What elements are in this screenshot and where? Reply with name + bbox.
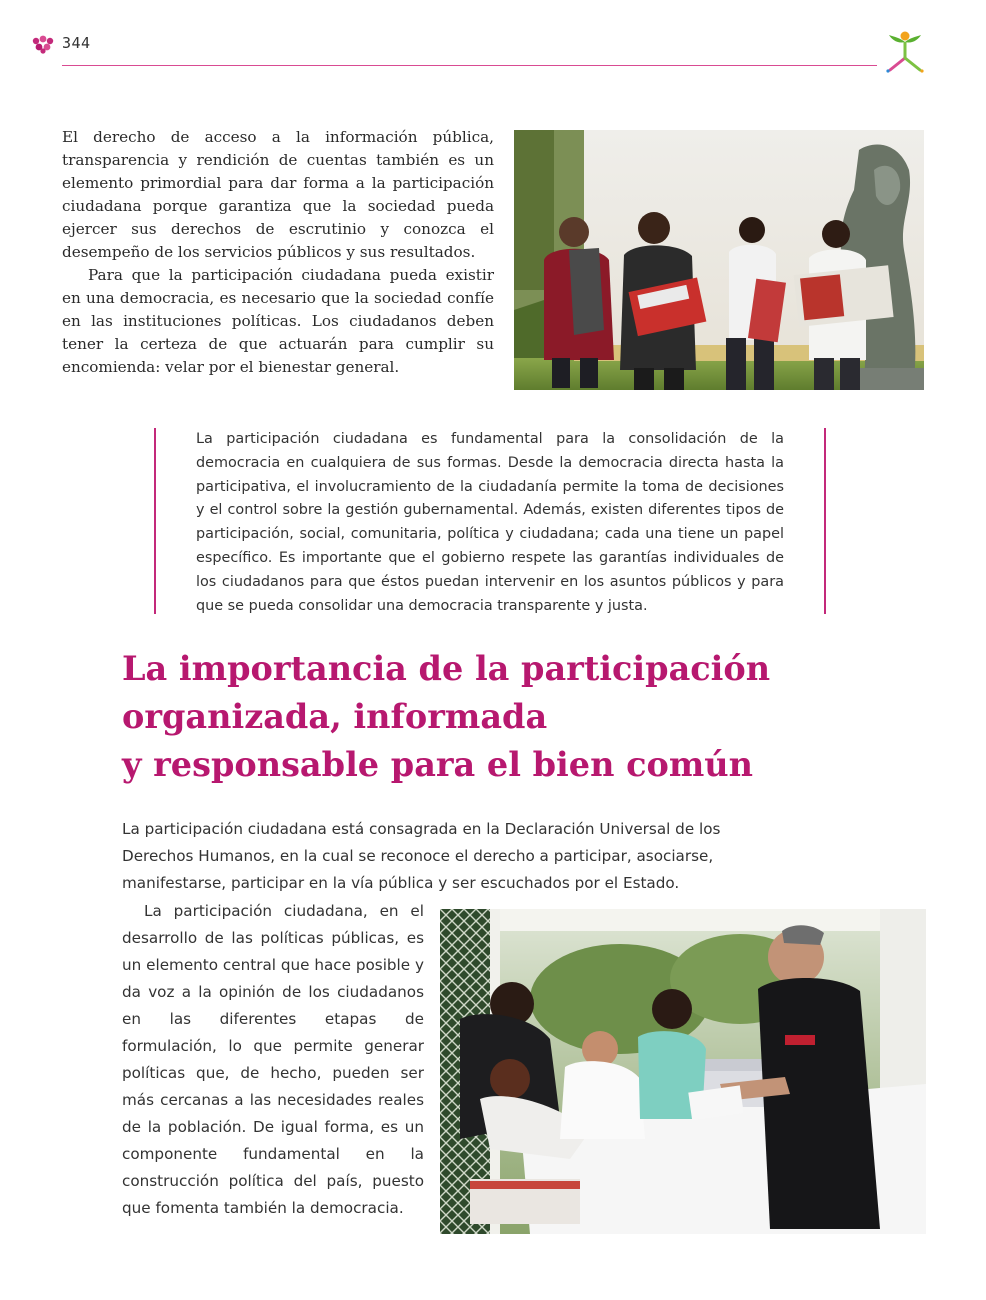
summary-box bbox=[154, 428, 826, 614]
figure-leaf-logo-icon bbox=[884, 30, 926, 74]
summary-bar-left bbox=[154, 428, 156, 614]
body-paragraph: La participación ciudadana, en el desarrollo de las políticas públicas, es un elemento central que hace posible y da voz a la opinión de los ciudadanos en las diferentes etapas de formulación, lo que permite generar políticas que, de hecho, pueden ser más cercanas a las necesidades reales de la población. De igual forma, es un componente fundamental en la construcción política del país, puesto que fomenta también la democracia. bbox=[122, 902, 424, 1217]
body-paragraph: La participación ciudadana está consagrada en la Declaración Universal de los Derechos Humanos, en la cual se reconoce el derecho a participar, asociarse, manifestarse, participar en la vía pública y ser escuchados por el Estado. bbox=[122, 820, 721, 892]
summary-bar-right bbox=[824, 428, 826, 614]
intro-paragraph: Para que la participación ciudadana pueda existir en una democracia, es necesario que la sociedad confíe en las instituciones políticas. Los ciudadanos deben tener la certeza de que actuarán para cumplir su encomienda: velar por el bienestar general. bbox=[62, 266, 494, 376]
header-divider bbox=[62, 65, 877, 66]
intro-text bbox=[62, 126, 494, 379]
intro-paragraph: El derecho de acceso a la información pública, transparencia y rendición de cuentas también es un elemento primordial para dar forma a la participación ciudadana porque garantiza que la sociedad pueda ejercer sus derechos de escrutinio y conozca el desempeño de los servicios públicos y sus resultados. bbox=[62, 128, 494, 261]
section-heading-line: organizada, informada bbox=[122, 697, 548, 736]
photo-women-reading bbox=[514, 130, 924, 390]
section-heading-line: y responsable para el bien común bbox=[122, 745, 754, 784]
photo-registration-table bbox=[440, 909, 926, 1234]
flower-cluster-icon bbox=[30, 34, 56, 54]
section-heading-line: La importancia de la participación bbox=[122, 649, 771, 688]
section-heading bbox=[122, 645, 862, 789]
page-number: 344 bbox=[62, 34, 91, 52]
summary-text: La participación ciudadana es fundamental para la consolidación de la democracia en cualquiera de sus formas. Desde la democracia directa hasta la participativa, el involucramiento de la ciudadanía permite la toma de decisiones y el control sobre la gestión gubernamental. Además, existen diferentes tipos de participación, social, comunitaria, política y ciudadana; cada una tiene un papel específico. Es importante que el gobierno respete las garantías individuales de los ciudadanos para que éstos puedan intervenir en los asuntos públicos y para que se pueda consolidar una democracia transparente y justa. bbox=[196, 431, 784, 614]
